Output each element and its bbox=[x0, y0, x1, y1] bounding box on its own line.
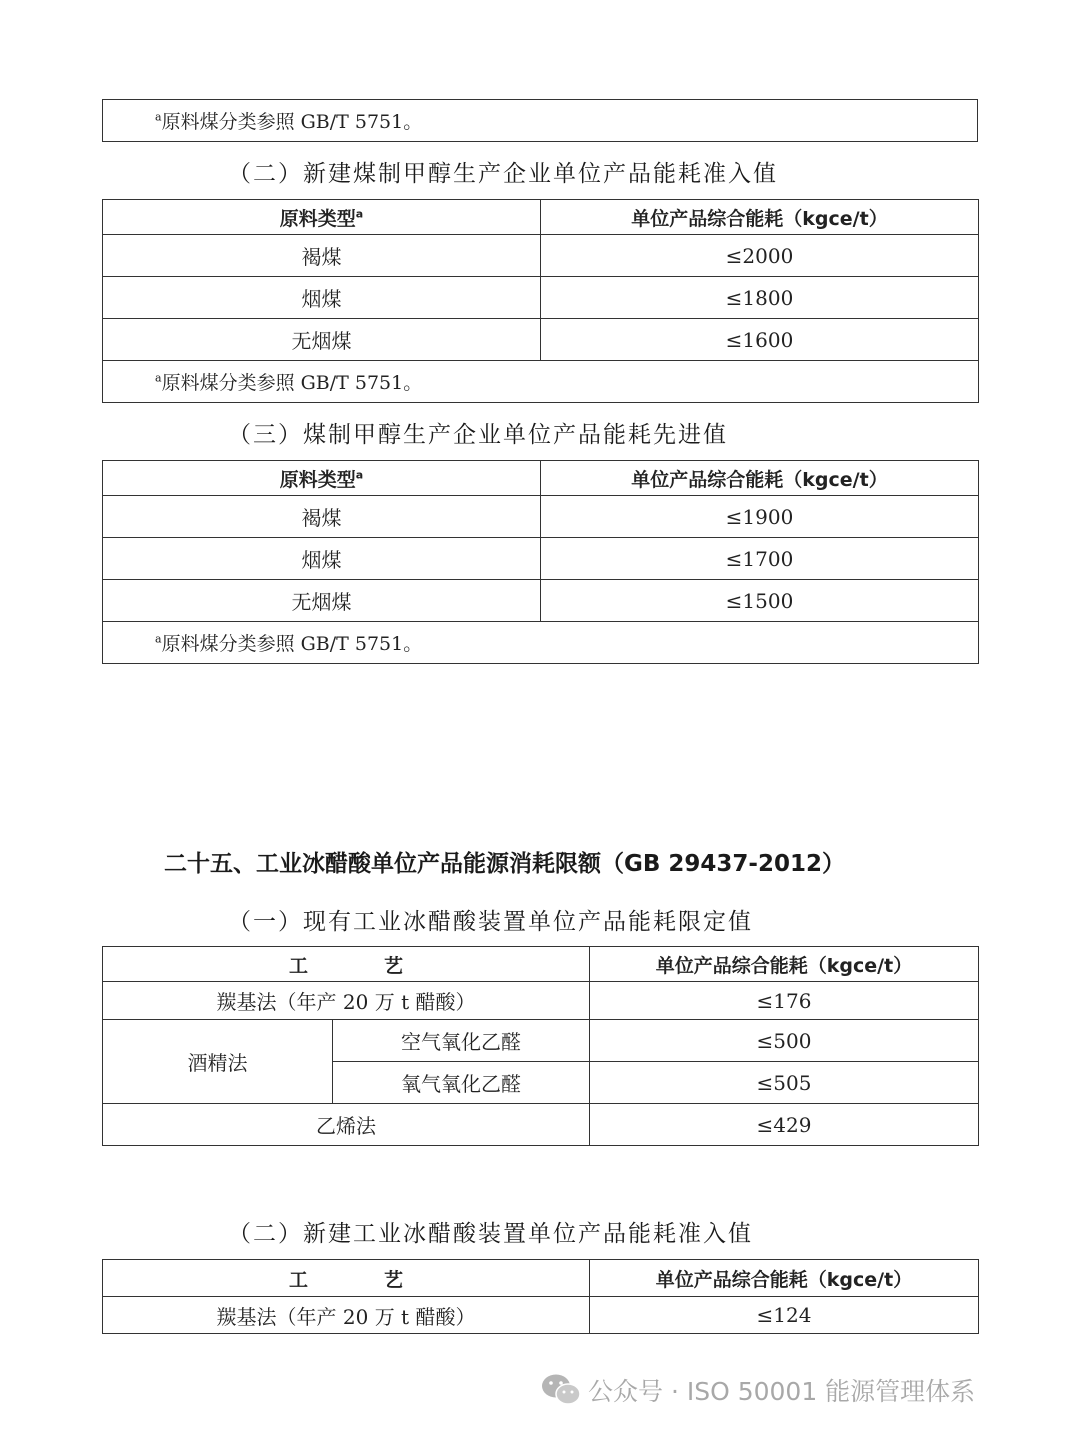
coal-type-cell: 无烟煤 bbox=[103, 580, 541, 622]
section2-table bbox=[102, 199, 979, 403]
watermark-text: 公众号 · ISO 50001 能源管理体系 bbox=[588, 1377, 976, 1406]
table-row bbox=[103, 235, 979, 277]
acetic1-table bbox=[102, 946, 979, 1146]
process-cell: 羰基法（年产 20 万 t 醋酸） bbox=[103, 1297, 590, 1334]
watermark bbox=[540, 1372, 975, 1408]
energy-value-cell: ≤1800 bbox=[541, 277, 979, 319]
coal-type-cell: 烟煤 bbox=[103, 277, 541, 319]
energy-value-cell: ≤1500 bbox=[541, 580, 979, 622]
coal-type-cell: 无烟煤 bbox=[103, 319, 541, 361]
coal-type-cell: 褐煤 bbox=[103, 496, 541, 538]
acetic2-title: （二）新建工业冰醋酸装置单位产品能耗准入值 bbox=[228, 1221, 753, 1247]
top-note-cell bbox=[103, 100, 978, 142]
energy-value-cell: ≤176 bbox=[590, 982, 979, 1020]
table-row bbox=[103, 1104, 979, 1146]
acetic1-title: （一）现有工业冰醋酸装置单位产品能耗限定值 bbox=[228, 909, 753, 935]
energy-value-cell: ≤500 bbox=[590, 1020, 979, 1062]
section3-header-type: 原料类型$^a$ bbox=[103, 461, 541, 496]
section3-note: $^a$原料煤分类参照 GB/T 5751。 bbox=[103, 622, 979, 664]
coal-type-cell: 烟煤 bbox=[103, 538, 541, 580]
table-row bbox=[103, 1297, 979, 1334]
acetic2-table bbox=[102, 1259, 979, 1334]
energy-value-cell: ≤124 bbox=[590, 1297, 979, 1334]
wechat-icon bbox=[540, 1372, 582, 1408]
process-cell: 乙烯法 bbox=[103, 1104, 590, 1146]
section3-title: （三）煤制甲醇生产企业单位产品能耗先进值 bbox=[228, 422, 728, 448]
table-row bbox=[103, 580, 979, 622]
section2-header-energy: 单位产品综合能耗（kgce/t） bbox=[541, 200, 979, 235]
table-row bbox=[103, 319, 979, 361]
section2-header-type: 原料类型$^a$ bbox=[103, 200, 541, 235]
energy-value-cell: ≤1700 bbox=[541, 538, 979, 580]
section2-note: $^a$原料煤分类参照 GB/T 5751。 bbox=[103, 361, 979, 403]
energy-value-cell: ≤1600 bbox=[541, 319, 979, 361]
section3-table bbox=[102, 460, 979, 664]
process-cell: 酒精法 bbox=[103, 1020, 333, 1104]
energy-value-cell: ≤2000 bbox=[541, 235, 979, 277]
table-row bbox=[103, 496, 979, 538]
coal-type-cell: 褐煤 bbox=[103, 235, 541, 277]
process-cell: 羰基法（年产 20 万 t 醋酸） bbox=[103, 982, 590, 1020]
table-row bbox=[103, 538, 979, 580]
table-row bbox=[103, 982, 979, 1020]
section2-title: （二）新建煤制甲醇生产企业单位产品能耗准入值 bbox=[228, 161, 778, 187]
acetic1-header-process: 工 艺 bbox=[103, 947, 590, 982]
main-heading: 二十五、工业冰醋酸单位产品能源消耗限额（GB 29437-2012） bbox=[164, 851, 845, 877]
top-note-table bbox=[102, 99, 978, 142]
top-note-text: 原料煤分类参照 GB/T 5751。 bbox=[161, 111, 423, 133]
note-marker: a bbox=[155, 110, 162, 124]
energy-value-cell: ≤429 bbox=[590, 1104, 979, 1146]
acetic2-header-process: 工 艺 bbox=[103, 1260, 590, 1297]
subprocess-cell: 氧气氧化乙醛 bbox=[333, 1062, 590, 1104]
energy-value-cell: ≤505 bbox=[590, 1062, 979, 1104]
table-row bbox=[103, 277, 979, 319]
acetic1-header-energy: 单位产品综合能耗（kgce/t） bbox=[590, 947, 979, 982]
section3-header-energy: 单位产品综合能耗（kgce/t） bbox=[541, 461, 979, 496]
energy-value-cell: ≤1900 bbox=[541, 496, 979, 538]
subprocess-cell: 空气氧化乙醛 bbox=[333, 1020, 590, 1062]
table-row bbox=[103, 1020, 979, 1062]
acetic2-header-energy: 单位产品综合能耗（kgce/t） bbox=[590, 1260, 979, 1297]
